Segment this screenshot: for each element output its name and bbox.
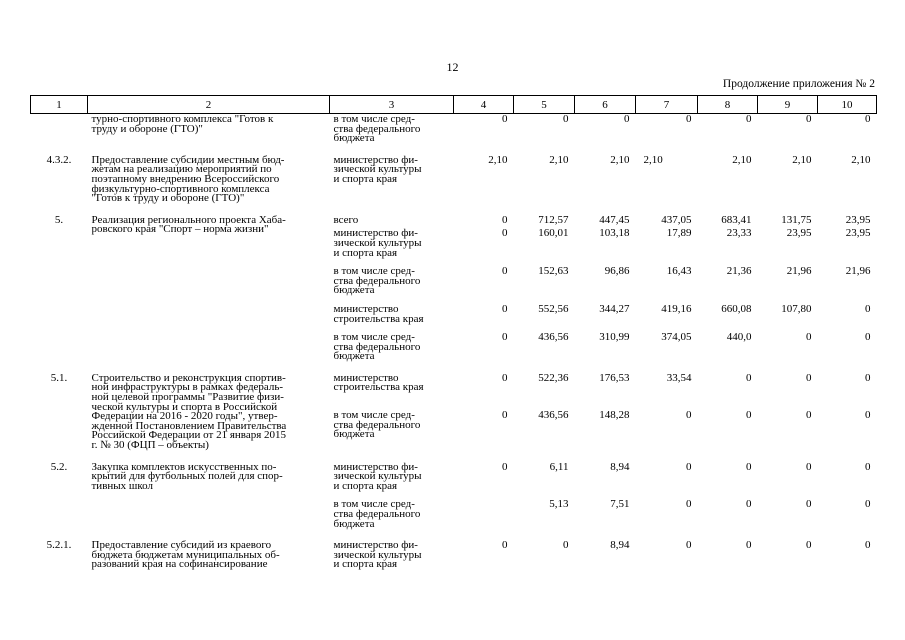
value-cell-col-5: 552,56 <box>538 302 569 315</box>
row-code-cell <box>31 114 88 144</box>
value-cell-col-10: 0 <box>865 371 871 384</box>
row-executor-cell-line: бюджета <box>333 284 375 297</box>
value-cell-col-7: 0 <box>686 460 692 473</box>
appendix-continuation-caption: Продолжение приложения № 2 <box>722 78 875 90</box>
row-description-cell <box>88 114 330 144</box>
value-cell-col-7: 0 <box>686 113 692 125</box>
value-cell-col-5: 436,56 <box>538 331 569 344</box>
row-description-cell-line: ческой культуры и спорта в Российской <box>91 400 278 413</box>
value-cell-col-8: 440,0 <box>726 331 752 344</box>
row-executor-cell-line: и спорта края <box>333 479 398 492</box>
value-cell-col-8: 0 <box>746 498 752 511</box>
row-executor-cell-line: ства федерального <box>333 274 421 287</box>
row-executor-cell-line: в том числе сред- <box>333 265 415 278</box>
value-cell-col-10: 23,95 <box>845 227 871 240</box>
row-executor-cell-line: зической культуры <box>333 470 422 483</box>
value-cell-col-6: 447,45 <box>599 213 630 226</box>
header-cell-6: 6 <box>575 96 636 114</box>
row-description-cell <box>88 362 330 451</box>
row-executor-cell <box>330 362 454 402</box>
row-description-cell-line: бюджета бюджетам муниципальных об- <box>91 548 280 561</box>
value-cell-col-9: 0 <box>806 331 812 344</box>
value-cell-col-8: 0 <box>746 371 752 384</box>
header-cell-2: 2 <box>88 96 330 114</box>
value-cell-col-5: 152,63 <box>538 265 569 278</box>
value-cell-col-10: 0 <box>865 539 871 552</box>
value-cell-col-5: 5,13 <box>549 498 569 511</box>
row-executor-cell-line: ства федерального <box>333 122 421 135</box>
row-description-cell <box>88 204 330 362</box>
value-cell-col-6: 96,86 <box>604 265 630 278</box>
value-cell-col-10: 0 <box>865 331 871 344</box>
table-row <box>31 114 877 144</box>
row-description-cell-line: тивных школ <box>91 479 154 492</box>
row-executor-cell-line: бюджета <box>333 132 375 145</box>
value-cell-col-4 <box>454 491 514 529</box>
table-body <box>31 114 877 570</box>
header-cell-4: 4 <box>454 96 514 114</box>
value-cell-col-8: 0 <box>746 539 752 552</box>
row-description-cell-line: Российской Федерации от 21 января 2015 <box>91 429 287 442</box>
value-cell-col-8: 0 <box>746 409 752 421</box>
header-cell-7: 7 <box>636 96 698 114</box>
value-cell-col-5: 0 <box>563 113 569 125</box>
value-cell-col-4: 0 <box>502 265 508 278</box>
table-row <box>31 529 877 570</box>
value-cell-col-9: 2,10 <box>792 153 812 166</box>
row-code-cell: 4.3.2. <box>46 153 72 166</box>
row-executor-cell-line: зической культуры <box>333 163 422 176</box>
row-code-cell: 5.2.1. <box>46 539 72 552</box>
value-cell-col-6: 8,94 <box>610 460 630 473</box>
value-cell-col-9: 0 <box>806 460 812 473</box>
row-executor-cell-line: и спорта края <box>333 246 398 259</box>
value-cell-col-7: 374,05 <box>661 331 692 344</box>
budget-table <box>30 95 877 570</box>
row-executor-cell-line: министерство фи- <box>333 153 418 166</box>
row-executor-cell-line: ства федерального <box>333 508 421 520</box>
table-row <box>31 362 877 402</box>
value-cell-col-7: 2,10 <box>643 153 663 166</box>
row-executor-cell-line: министерство <box>333 371 399 384</box>
row-executor-cell-line: всего <box>333 213 359 226</box>
header-cell-10: 10 <box>818 96 877 114</box>
row-executor-cell-line: ства федерального <box>333 340 421 353</box>
row-executor-cell-line: ства федерального <box>333 418 421 431</box>
row-description-cell-line: поэтапному внедрению Всероссийского <box>91 172 280 185</box>
value-cell-col-10: 0 <box>865 460 871 473</box>
row-description-cell-line: Строительство и реконструкция спортив- <box>91 371 286 384</box>
value-cell-col-6: 0 <box>624 113 630 125</box>
value-cell-col-9: 0 <box>806 539 812 552</box>
value-cell-col-7: 0 <box>686 539 692 552</box>
row-executor-cell <box>330 144 454 204</box>
value-cell-col-10: 0 <box>865 409 871 421</box>
row-description-cell-line: "Готов к труду и обороне (ГТО)" <box>91 192 245 205</box>
row-executor-cell-line: строительства края <box>333 312 424 325</box>
value-cell-col-10: 21,96 <box>845 265 871 278</box>
value-cell-col-6: 8,94 <box>610 539 630 552</box>
row-executor-cell-line: в том числе сред- <box>333 113 415 125</box>
value-cell-col-6: 7,51 <box>610 498 630 511</box>
value-cell-col-4: 0 <box>502 539 508 552</box>
value-cell-col-4: 0 <box>502 331 508 344</box>
value-cell-col-8: 683,41 <box>721 213 752 226</box>
value-cell-col-4: 2,10 <box>488 153 508 166</box>
header-cell-1: 1 <box>31 96 88 114</box>
row-executor-cell-line: и спорта края <box>333 172 398 185</box>
table-row <box>31 144 877 204</box>
table-row <box>31 451 877 492</box>
value-cell-col-10: 0 <box>865 498 871 511</box>
value-cell-col-5: 160,01 <box>538 227 569 240</box>
value-cell-col-9: 0 <box>806 371 812 384</box>
value-cell-col-4: 0 <box>502 227 508 240</box>
row-executor-cell-line: бюджета <box>333 428 375 441</box>
value-cell-col-9: 0 <box>806 409 812 421</box>
value-cell-col-7: 16,43 <box>666 265 692 278</box>
value-cell-col-10: 2,10 <box>851 153 871 166</box>
row-executor-cell <box>330 324 454 362</box>
row-executor-cell-line: министерство фи- <box>333 539 418 552</box>
value-cell-col-4: 0 <box>502 371 508 384</box>
value-cell-col-4: 0 <box>502 113 508 125</box>
row-code-cell: 5.2. <box>50 460 68 473</box>
value-cell-col-7: 0 <box>686 498 692 511</box>
row-executor-cell-line: министерство <box>333 302 399 315</box>
value-cell-col-10: 0 <box>865 302 871 315</box>
value-cell-col-7: 33,54 <box>666 371 692 384</box>
row-executor-cell-line: бюджета <box>333 350 375 363</box>
row-executor-cell-line: министерство фи- <box>333 460 418 473</box>
row-executor-cell-line: в том числе сред- <box>333 409 415 421</box>
value-cell-col-5: 522,36 <box>538 371 569 384</box>
value-cell-col-4: 0 <box>502 213 508 226</box>
row-executor-cell-line: строительства края <box>333 381 424 394</box>
value-cell-col-8: 21,36 <box>726 265 752 278</box>
value-cell-col-8: 0 <box>746 460 752 473</box>
header-cell-5: 5 <box>514 96 575 114</box>
value-cell-col-4: 0 <box>502 460 508 473</box>
value-cell-col-9: 131,75 <box>781 213 812 226</box>
value-cell-col-7: 17,89 <box>666 227 692 240</box>
row-executor-cell <box>330 491 454 529</box>
value-cell-col-8: 23,33 <box>726 227 752 240</box>
row-description-cell-line: физкультурно-спортивного комплекса <box>91 182 270 195</box>
value-cell-col-7: 419,16 <box>661 302 692 315</box>
value-cell-col-10: 23,95 <box>845 213 871 226</box>
row-description-cell <box>88 451 330 530</box>
row-description-cell-line: Предоставление субсидии местным бюд- <box>91 153 285 166</box>
row-code-cell: 5.1. <box>50 371 68 384</box>
row-description-cell-line: Предоставление субсидий из краевого <box>91 539 272 552</box>
row-executor-cell-line: министерство фи- <box>333 227 418 240</box>
value-cell-col-4: 0 <box>502 302 508 315</box>
row-executor-cell <box>330 258 454 296</box>
row-description-cell-line: труду и обороне (ГТО)" <box>91 122 203 135</box>
value-cell-col-8: 2,10 <box>732 153 752 166</box>
value-cell-col-6: 176,53 <box>599 371 630 384</box>
value-cell-col-5: 2,10 <box>549 153 569 166</box>
row-executor-cell <box>330 114 454 144</box>
table-header <box>31 96 877 114</box>
row-executor-cell-line: зической культуры <box>333 236 422 249</box>
row-executor-cell-line: и спорта края <box>333 558 398 571</box>
table-row <box>31 204 877 226</box>
row-description-cell-line: крытий для футбольных полей для спор- <box>91 470 283 483</box>
row-description-cell-line: г. № 30 (ФЦП – объекты) <box>91 439 209 452</box>
value-cell-col-7: 437,05 <box>661 213 692 226</box>
header-row <box>31 96 877 114</box>
row-executor-cell <box>330 451 454 492</box>
value-cell-col-9: 107,80 <box>781 302 812 315</box>
row-description-cell-line: турно-спортивного комплекса "Готов к <box>91 113 274 125</box>
value-cell-col-5: 436,56 <box>538 409 569 421</box>
row-description-cell-line: разований края на софинансирование <box>91 558 268 571</box>
value-cell-col-8: 0 <box>746 113 752 125</box>
value-cell-col-9: 0 <box>806 113 812 125</box>
row-description-cell <box>88 144 330 204</box>
row-executor-cell <box>330 296 454 324</box>
row-description-cell-line: жетам на реализацию мероприятий по <box>91 163 272 176</box>
value-cell-col-5: 6,11 <box>549 460 569 473</box>
row-code-cell: 5. <box>54 213 64 226</box>
value-cell-col-5: 712,57 <box>538 213 569 226</box>
page-number: 12 <box>446 60 459 74</box>
row-description-cell-line: ной инфраструктуры в рамках федераль- <box>91 381 284 394</box>
value-cell-col-5: 0 <box>563 539 569 552</box>
value-cell-col-7: 0 <box>686 409 692 421</box>
row-executor-cell-line: зической культуры <box>333 548 422 561</box>
value-cell-col-6: 2,10 <box>610 153 630 166</box>
header-cell-8: 8 <box>698 96 758 114</box>
value-cell-col-6: 344,27 <box>599 302 630 315</box>
row-executor-cell <box>330 204 454 226</box>
value-cell-col-9: 23,95 <box>786 227 812 240</box>
row-description-cell-line: ровского края "Спорт – норма жизни" <box>91 223 269 236</box>
value-cell-col-8: 660,08 <box>721 302 752 315</box>
value-cell-col-6: 103,18 <box>599 227 630 240</box>
row-description-cell-line: жденной Постановлением Правительства <box>91 419 287 432</box>
value-cell-col-4: 0 <box>502 409 508 421</box>
row-description-cell-line: ной целевой программы "Развитие физи- <box>91 391 284 404</box>
row-executor-cell <box>330 225 454 258</box>
value-cell-col-9: 21,96 <box>786 265 812 278</box>
value-cell-col-9: 0 <box>806 498 812 511</box>
row-executor-cell-line: в том числе сред- <box>333 331 415 344</box>
row-description-cell-line: Реализация регионального проекта Хаба- <box>91 213 286 226</box>
row-executor-cell <box>330 529 454 570</box>
row-executor-cell <box>330 402 454 451</box>
header-cell-3: 3 <box>330 96 454 114</box>
value-cell-col-10: 0 <box>865 113 871 125</box>
header-cell-9: 9 <box>758 96 818 114</box>
value-cell-col-6: 148,28 <box>599 409 630 421</box>
row-executor-cell-line: в том числе сред- <box>333 498 415 511</box>
row-executor-cell-line: бюджета <box>333 517 375 530</box>
row-description-cell-line: Закупка комплектов искусственных по- <box>91 460 277 473</box>
value-cell-col-6: 310,99 <box>599 331 630 344</box>
row-description-cell-line: Федерации на 2016 - 2020 годы", утвер- <box>91 410 278 423</box>
row-description-cell <box>88 529 330 570</box>
